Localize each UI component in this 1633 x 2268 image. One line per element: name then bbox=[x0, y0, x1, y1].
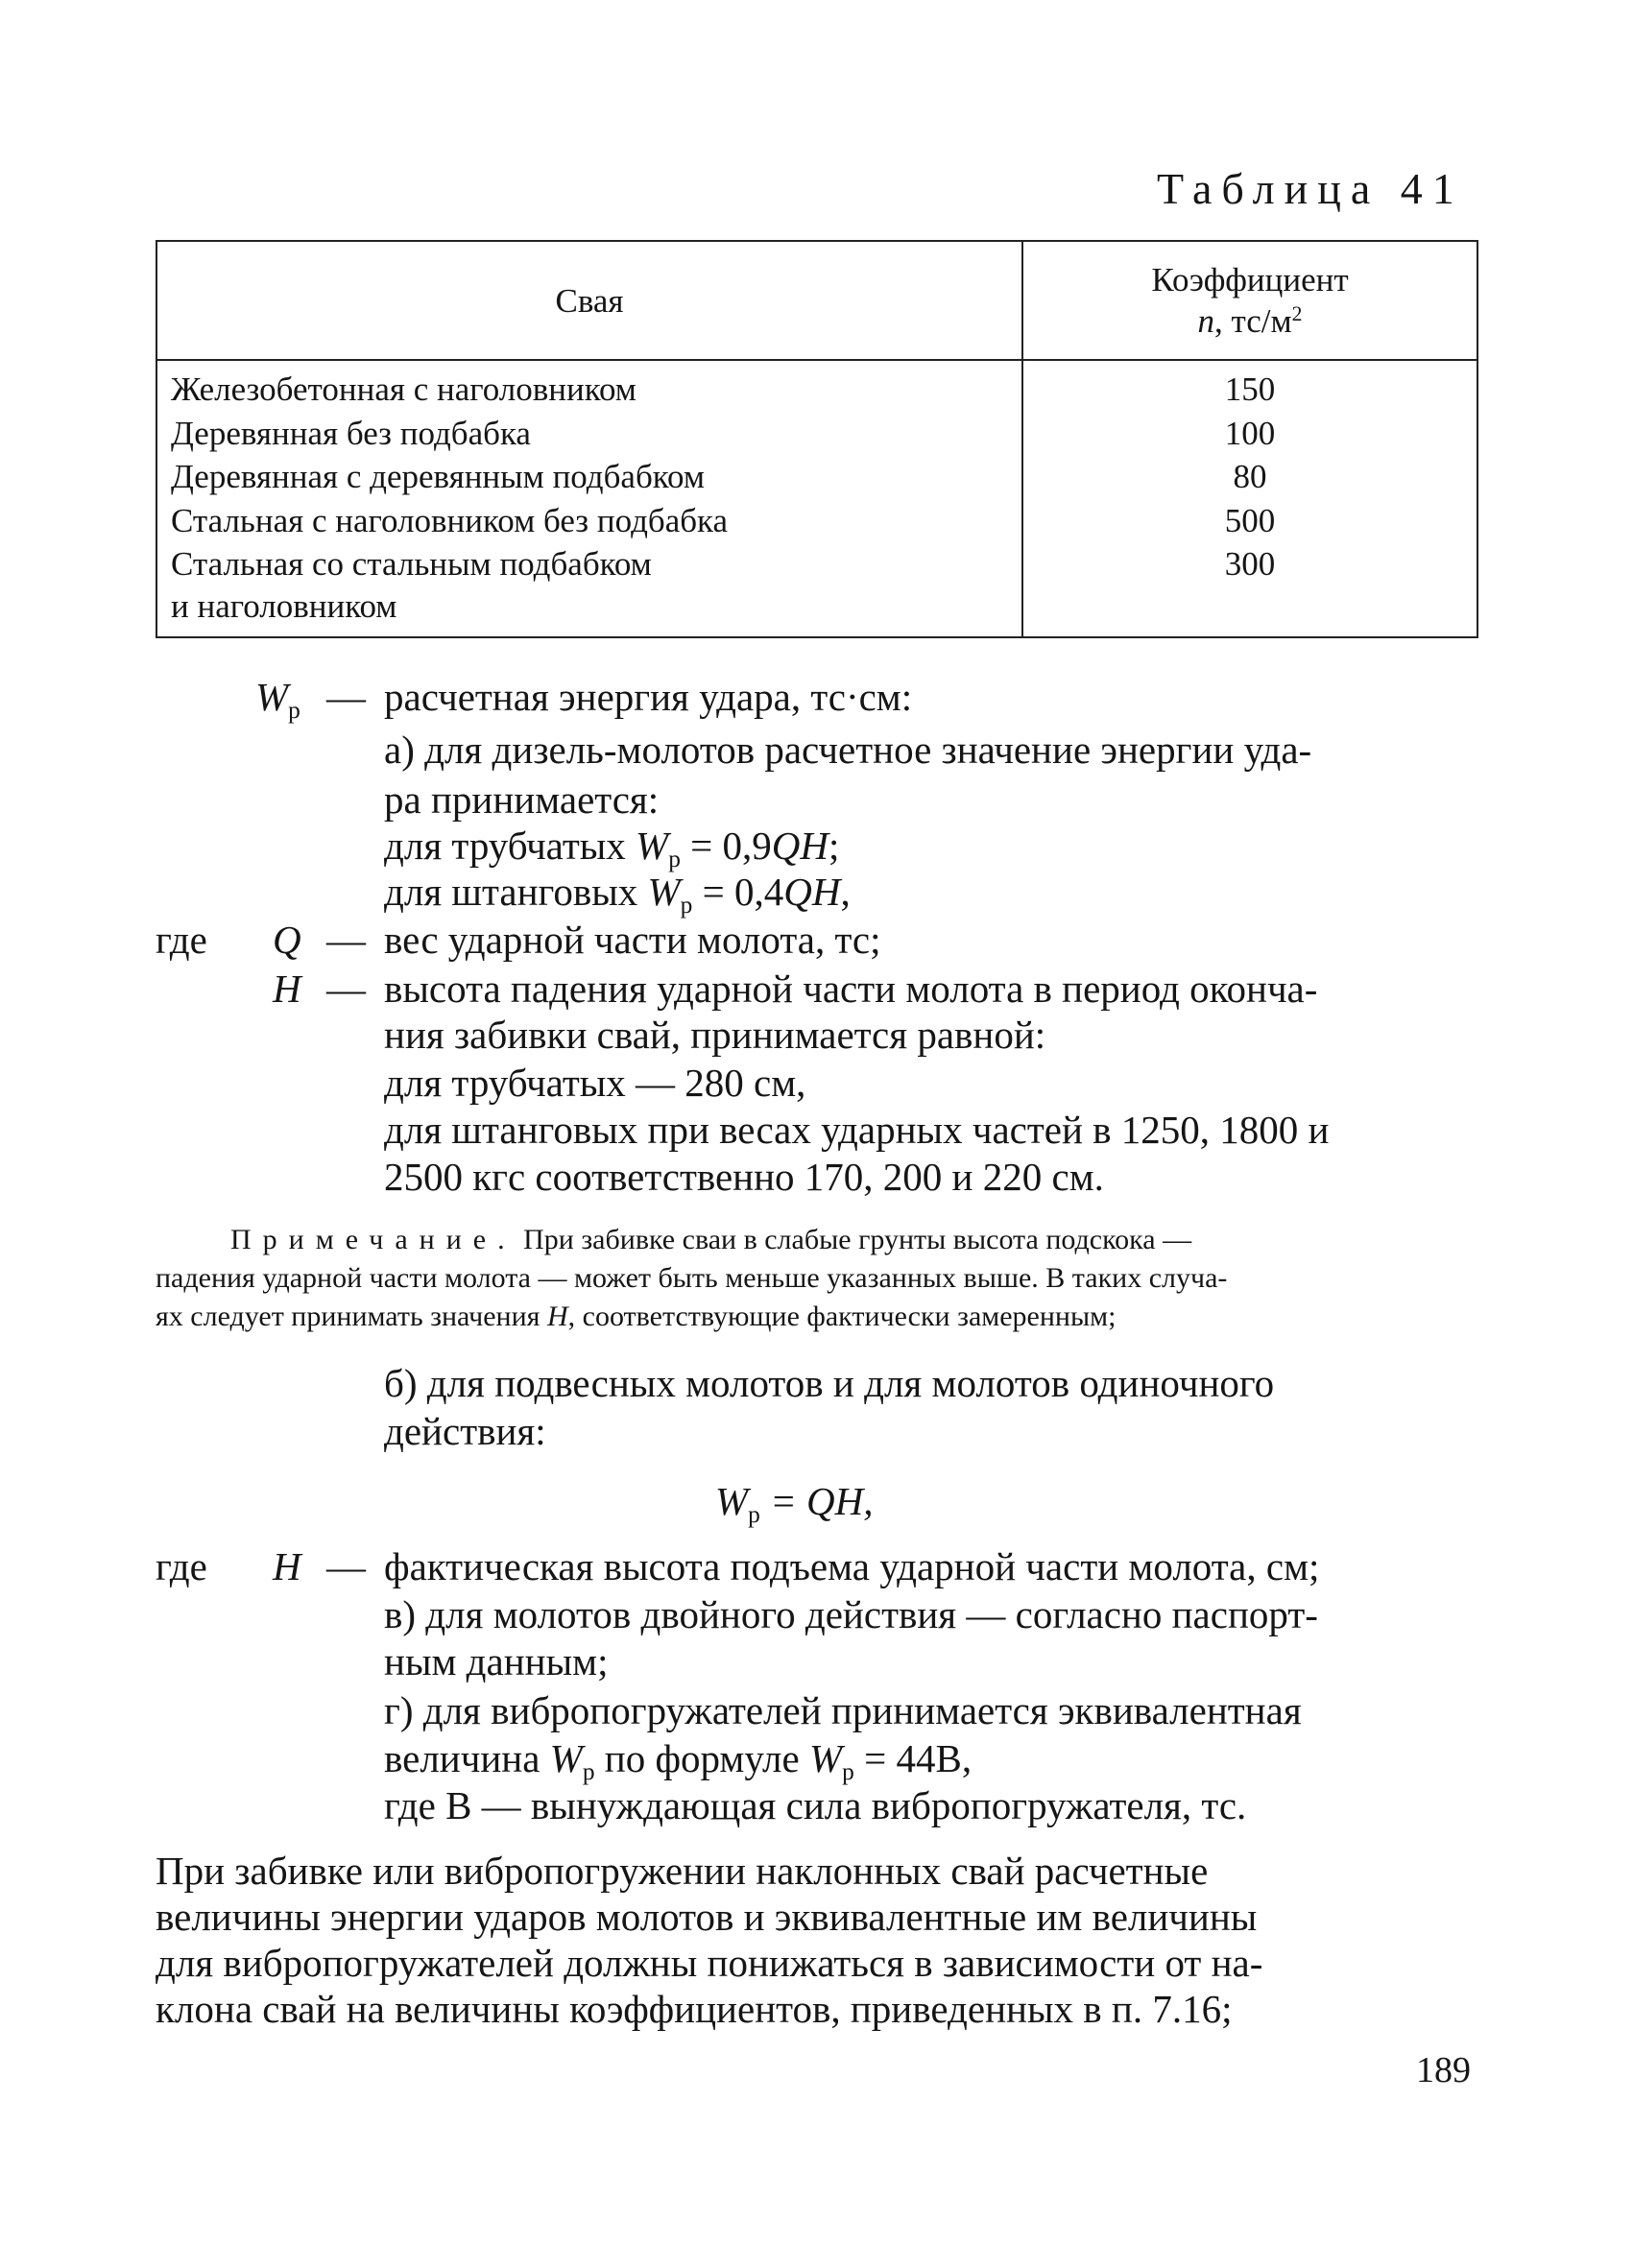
wp-tube-formula: для трубчатых $W_р = 0,9QH$; bbox=[384, 824, 840, 873]
wp-a-line1: а) для дизель-молотов расчетное значение энергии уда- bbox=[384, 728, 1312, 772]
b-line2: действия: bbox=[384, 1409, 546, 1453]
table-header-row bbox=[156, 241, 1477, 360]
coefficient-cell: 100 bbox=[1022, 413, 1477, 456]
g-line1: г) для вибропогружателей принимается эквивалентная bbox=[384, 1688, 1302, 1732]
h-line3: для трубчатых — 280 см, bbox=[384, 1061, 806, 1105]
q-where: где bbox=[156, 918, 207, 962]
wp-a-line2: ра принимается: bbox=[384, 777, 660, 822]
table-row bbox=[156, 413, 1477, 456]
paragraph-line: клона свай на величины коэффициентов, приведенных в п. 7.16; bbox=[156, 1987, 1233, 2031]
h-line5: 2500 кгс соответственно 170, 200 и 220 см. bbox=[384, 1155, 1104, 1199]
note-line3: ях следует принимать значения H, соответствующие фактически замеренным; bbox=[156, 1301, 1117, 1332]
h2-dash: — bbox=[326, 1544, 366, 1588]
g-line3: где В — вынуждающая сила вибропогружателя, тс. bbox=[384, 1783, 1247, 1827]
header-coefficient bbox=[1022, 241, 1477, 360]
wp-rod-formula: для штанговых $W_р = 0,4QH$, bbox=[384, 870, 851, 919]
h-line4: для штанговых при весах ударных частей в 1250, 1800 и bbox=[384, 1108, 1330, 1152]
table-row bbox=[156, 360, 1477, 413]
pile-cell: Железобетонная с наголовником bbox=[156, 360, 1022, 413]
note-label: Примечание. bbox=[230, 1224, 516, 1255]
pile-cell: Стальная со стальным подбабком и наголовником bbox=[156, 543, 1022, 637]
coefficient-cell: 80 bbox=[1022, 456, 1477, 499]
h-symbol: H bbox=[273, 967, 301, 1011]
header-pile: Свая bbox=[156, 241, 1022, 360]
header-coefficient-line2: n, $тс/м^2$ bbox=[1197, 302, 1303, 340]
q-dash: — bbox=[326, 918, 366, 962]
header-coefficient-line1: Коэффициент bbox=[1151, 261, 1349, 298]
table-row bbox=[156, 500, 1477, 543]
q-symbol: Q bbox=[273, 918, 301, 962]
h2-definition: фактическая высота подъема ударной части молота, см; bbox=[384, 1544, 1320, 1588]
note-line2: падения ударной части молота — может быть меньше указанных выше. В таких случа- bbox=[156, 1262, 1228, 1294]
page-number: 189 bbox=[1416, 2050, 1471, 2090]
h-dash: — bbox=[326, 967, 366, 1011]
table-row bbox=[156, 456, 1477, 499]
v-line1: в) для молотов двойного действия — согласно паспорт- bbox=[384, 1592, 1318, 1636]
wp-symbol: $W_р$ bbox=[255, 675, 300, 725]
paragraph-line: величины энергии ударов молотов и эквивалентные им величины bbox=[156, 1895, 1258, 1939]
note-line1: Примечание. При забивке сваи в слабые грунты высота подскока — bbox=[230, 1224, 1192, 1255]
h2-where: где bbox=[156, 1544, 207, 1588]
v-line2: ным данным; bbox=[384, 1639, 609, 1683]
table-title: Таблица 41 bbox=[1157, 164, 1464, 213]
g-line2: величина $W_р$ по формуле $W_р = 44В$, bbox=[384, 1736, 973, 1786]
closing-paragraph bbox=[156, 1848, 1477, 2032]
wp-definition: расчетная энергия удара, тс·см: bbox=[384, 675, 913, 719]
pile-cell: Стальная с наголовником без подбабка bbox=[156, 500, 1022, 543]
b-line1: б) для подвесных молотов и для молотов одиночного bbox=[384, 1361, 1275, 1405]
table-row bbox=[156, 543, 1477, 637]
pile-cell: Деревянная без подбабка bbox=[156, 413, 1022, 456]
paragraph-line: для вибропогружателей должны понижаться в зависимости от на- bbox=[156, 1941, 1263, 1985]
q-definition: вес ударной части молота, тс; bbox=[384, 918, 881, 962]
h-line2: ния забивки свай, принимается равной: bbox=[384, 1013, 1046, 1057]
paragraph-line: При забивке или вибропогружении наклонных свай расчетные bbox=[156, 1849, 1209, 1893]
pile-cell: Деревянная с деревянным подбабком bbox=[156, 456, 1022, 499]
h2-symbol: H bbox=[273, 1544, 301, 1588]
coefficient-cell: 500 bbox=[1022, 500, 1477, 543]
coefficient-table bbox=[156, 240, 1478, 638]
wp-qh-formula: $W_р$ = QH, bbox=[715, 1479, 874, 1529]
coefficient-cell: 150 bbox=[1022, 360, 1477, 413]
coefficient-cell: 300 bbox=[1022, 543, 1477, 637]
h-line1: высота падения ударной части молота в период оконча- bbox=[384, 967, 1318, 1011]
wp-dash: — bbox=[326, 675, 366, 719]
